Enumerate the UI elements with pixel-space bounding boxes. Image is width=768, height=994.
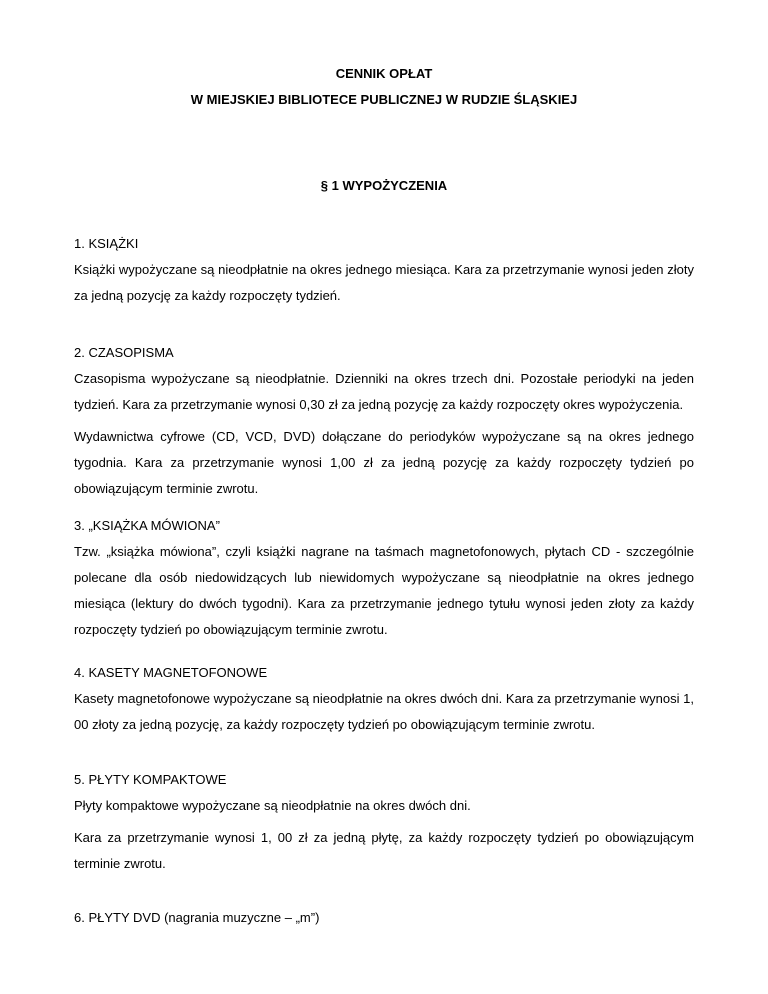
cassettes-p1-line1: Kasety magnetofonowe wypożyczane są nieodpłatnie na okres dwóch dni. Kara za przetrzymanie wynosi 1,: [74, 691, 694, 706]
cassettes-heading: 4. KASETY MAGNETOFONOWE: [74, 665, 268, 680]
cassettes-p1-line2: 00 złoty za jedną pozycję, za każdy rozpoczęty tydzień po obowiązującym terminie zwrotu.: [74, 717, 595, 732]
audiobooks-p1-line3: miesiąca (lektury do dwóch tygodni). Kara za przetrzymanie jednego tytułu wynosi jeden złoty za każdy: [74, 596, 694, 611]
periodicals-paragraph-1: [74, 366, 694, 418]
periodicals-paragraph-2: [74, 424, 694, 502]
cds-p1-line1: Płyty kompaktowe wypożyczane są nieodpłatnie na okres dwóch dni.: [74, 798, 471, 813]
cds-paragraph-2: [74, 825, 694, 877]
audiobooks-p1-line2: polecane dla osób niedowidzących lub niewidomych wypożyczane są nieodpłatnie na okres jednego: [74, 570, 694, 585]
audiobooks-p1-line4: rozpoczęty tydzień po obowiązującym terminie zwrotu.: [74, 622, 388, 637]
periodicals-heading: 2. CZASOPISMA: [74, 345, 174, 360]
document-title-line2: W MIEJSKIEJ BIBLIOTECE PUBLICZNEJ W RUDZIE ŚLĄSKIEJ: [190, 92, 578, 107]
audiobooks-paragraph: [74, 539, 694, 643]
cassettes-paragraph: [74, 686, 694, 738]
audiobooks-p1-line1: Tzw. „książka mówiona”, czyli książki nagrane na taśmach magnetofonowych, płytach CD - szczególnie: [74, 544, 694, 559]
periodicals-p2-line2: tygodnia. Kara za przetrzymanie wynosi 1,00 zł za jedną pozycję za każdy rozpoczęty tydzień po: [74, 455, 694, 470]
section-heading-loans: § 1 WYPOŻYCZENIA: [320, 178, 448, 193]
books-heading: 1. KSIĄŻKI: [74, 236, 139, 251]
periodicals-p2-line3: obowiązującym terminie zwrotu.: [74, 481, 259, 496]
document-title-line1: CENNIK OPŁAT: [335, 66, 433, 81]
periodicals-p1-line1: Czasopisma wypożyczane są nieodpłatnie. Dzienniki na okres trzech dni. Pozostałe periodyki na jeden: [74, 371, 694, 386]
books-p1-line1: Książki wypożyczane są nieodpłatnie na okres jednego miesiąca. Kara za przetrzymanie wynosi jeden złoty: [74, 262, 694, 277]
cds-p2-line2: terminie zwrotu.: [74, 856, 166, 871]
audiobooks-heading: 3. „KSIĄŻKA MÓWIONA”: [74, 518, 220, 533]
cds-p2-line1: Kara za przetrzymanie wynosi 1, 00 zł za jedną płytę, za każdy rozpoczęty tydzień po obowiązującym: [74, 830, 694, 845]
periodicals-p2-line1: Wydawnictwa cyfrowe (CD, VCD, DVD) dołączane do periodyków wypożyczane są na okres jednego: [74, 429, 694, 444]
cds-paragraph-1: [74, 793, 694, 819]
books-p1-line2: za jedną pozycję za każdy rozpoczęty tydzień.: [74, 288, 341, 303]
dvds-heading: 6. PŁYTY DVD (nagrania muzyczne – „m”): [74, 910, 320, 925]
periodicals-p1-line2: tydzień. Kara za przetrzymanie wynosi 0,30 zł za jedną pozycję za każdy rozpoczęty okres wypożyczenia.: [74, 397, 684, 412]
cds-heading: 5. PŁYTY KOMPAKTOWE: [74, 772, 227, 787]
books-paragraph: [74, 257, 694, 309]
